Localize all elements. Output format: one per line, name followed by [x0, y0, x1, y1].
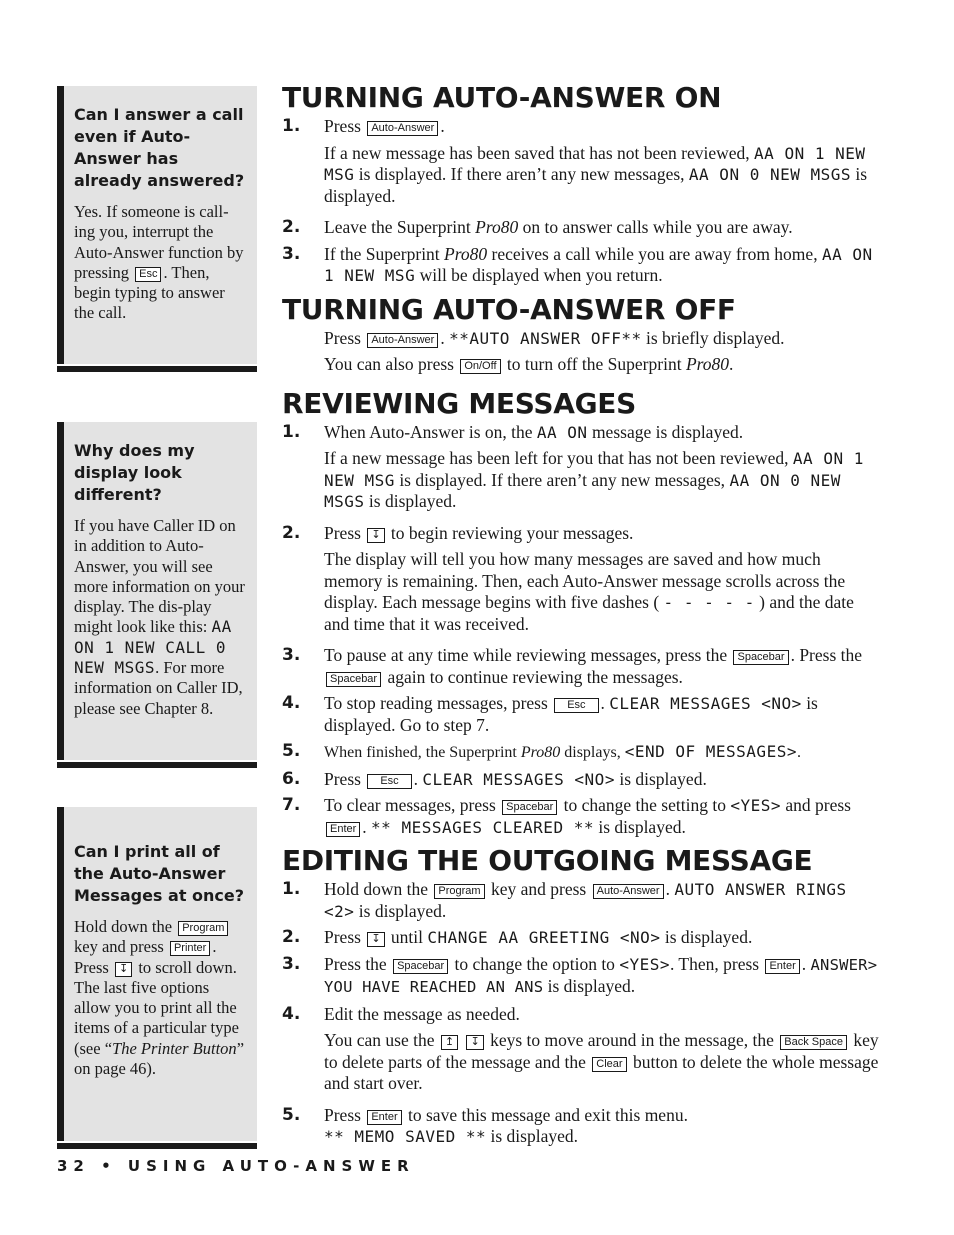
sidebar-text: key and press: [74, 937, 164, 957]
lcd-text: AA ON: [536, 422, 588, 442]
text: When Auto-Answer is on, the: [324, 421, 533, 442]
spacebar-key: Spacebar: [326, 672, 381, 687]
text: .: [665, 879, 670, 899]
text: to save this message and exit this menu.: [408, 1104, 688, 1125]
text: will be displayed when you return.: [419, 265, 663, 285]
sidebar-body: [74, 202, 245, 324]
step-number: 3.: [282, 243, 301, 264]
text: to turn off the Superprint: [506, 354, 682, 374]
step-number: 3.: [282, 953, 301, 974]
sidebar-box-answer-call: [57, 86, 257, 364]
step: [282, 328, 882, 381]
lcd-text: AA ON 1 NEW MSG: [324, 244, 873, 285]
text: To stop reading messages, press: [324, 693, 548, 713]
dashes-text: - - - - -: [663, 593, 755, 612]
section-heading-auto-answer-off: TURNING AUTO-ANSWER OFF: [282, 292, 736, 326]
text: receives a call while you are away from home,: [491, 243, 818, 264]
text: is displayed.: [547, 976, 636, 996]
text: message is displayed.: [591, 421, 744, 442]
auto-answer-key: Auto-Answer: [367, 121, 438, 136]
sidebar-text: . For more information on Caller ID, please see Chapter 8.: [74, 658, 243, 718]
lcd-text: CLEAR MESSAGES <NO>: [422, 769, 615, 789]
text: until: [390, 927, 424, 947]
text: .: [600, 693, 605, 713]
step: [282, 927, 882, 949]
text: You can use the: [324, 1030, 435, 1050]
step-number: 2.: [282, 217, 301, 237]
text: . Press the: [790, 645, 863, 665]
text: When finished, the Superprint: [324, 744, 517, 761]
text: key and press: [490, 879, 587, 899]
text: Press: [324, 768, 361, 789]
spacebar-key: Spacebar: [733, 650, 788, 665]
text: If a new message has been saved that has not been reviewed,: [324, 142, 750, 163]
step-text: Press Auto-Answer . **AUTO ANSWER OFF** is briefly displayed. You can also press On/Off to turn off the Superprint Pro80.: [324, 327, 785, 374]
page-footer: 32 • USING AUTO-ANSWER: [57, 1157, 415, 1175]
sidebar-box-display-different: [57, 422, 257, 760]
text: Hold down the: [324, 879, 429, 899]
step-number: 7.: [282, 795, 301, 815]
step: [282, 217, 882, 239]
text: is displayed.: [619, 768, 707, 789]
text: is briefly displayed.: [645, 327, 785, 348]
lcd-text: CHANGE AA GREETING <NO>: [427, 928, 661, 947]
enter-key: Enter: [367, 1110, 401, 1125]
clear-key: Clear: [592, 1057, 626, 1072]
step-number: 1.: [282, 879, 301, 899]
lcd-text: AUTO ANSWER RINGS <2>: [324, 880, 847, 921]
sidebar-box-print-messages: [57, 807, 257, 1141]
sidebar-text: Yes. If someone is call-ing you, interrupt the Auto-Answer function by pressing: [74, 202, 244, 282]
step: [282, 1105, 882, 1148]
step: [282, 422, 882, 518]
auto-answer-key: Auto-Answer: [367, 333, 438, 348]
text: again to continue reviewing the messages.: [387, 666, 683, 687]
text: To pause at any time while reviewing messages, press the: [324, 645, 728, 665]
sidebar-text: . Then, begin typing to answer the call.: [74, 262, 225, 323]
section-heading-auto-answer-on: TURNING AUTO-ANSWER ON: [282, 81, 722, 114]
arrow-down-key: ↧: [466, 1035, 483, 1050]
step-text: [324, 1004, 882, 1100]
step-number: 2.: [282, 522, 301, 543]
text: is displayed.: [358, 900, 447, 921]
step-text: [324, 954, 882, 999]
arrow-down-key: ↧: [367, 932, 384, 947]
arrow-down-key: ↧: [115, 962, 132, 977]
sidebar-title: Can I print all of the Auto-Answer Messages at once?: [74, 842, 245, 905]
text: If a new message has been left for you that has not been reviewed,: [324, 448, 789, 468]
text: keys to move around in the message, the: [490, 1030, 774, 1050]
sidebar-text: to scroll down. The last five options allow you to print all the items of a particular type (see “: [74, 957, 239, 1058]
spacebar-key: Spacebar: [393, 959, 448, 974]
step-text: [324, 523, 882, 641]
text: to change the setting to: [563, 795, 726, 815]
text: is displayed. If there aren’t any new messages,: [358, 164, 685, 184]
text: Leave the Superprint: [324, 217, 471, 237]
text: is displayed.: [324, 164, 868, 206]
sidebar-body: [74, 516, 245, 719]
lcd-text: AA ON 0 NEW MSGS: [324, 470, 841, 511]
text: . Then, press: [669, 953, 760, 974]
text: is displayed. If there aren’t any new messages,: [399, 469, 726, 490]
program-key: Program: [434, 884, 484, 899]
lcd-text: <END OF MESSAGES>: [624, 742, 797, 761]
step-text: [324, 693, 882, 736]
step: [282, 645, 882, 688]
text: ) and the date and time that it was received.: [324, 592, 854, 634]
step-number: 2.: [282, 927, 301, 947]
lcd-text: CLEAR MESSAGES <NO>: [609, 694, 802, 713]
section-heading-reviewing-messages: REVIEWING MESSAGES: [282, 386, 636, 420]
back-space-key: Back Space: [780, 1035, 847, 1050]
esc-key: Esc: [367, 774, 411, 789]
step-number: 5.: [282, 741, 301, 761]
text: is displayed.: [598, 816, 686, 837]
text: is displayed.: [490, 1126, 578, 1146]
text: is displayed. Go to step 7.: [324, 693, 818, 735]
lcd-text: AA ON 1 NEW CALL 0 NEW MSGS: [74, 617, 232, 678]
step-text: [324, 244, 882, 287]
lcd-text: AA ON 1 NEW MSG: [324, 143, 866, 184]
text: key to delete parts of the message and the: [324, 1030, 879, 1072]
step: [282, 769, 882, 791]
text: .: [362, 816, 367, 837]
step-number: 5.: [282, 1104, 301, 1125]
text: You can also press: [324, 354, 454, 374]
product-name: Pro80: [444, 243, 488, 264]
step-number: 1.: [282, 421, 301, 442]
reference-title: The Printer Button: [112, 1038, 237, 1058]
text: To clear messages, press: [324, 795, 496, 815]
lcd-text: AA ON 1 NEW MSG: [324, 449, 864, 490]
step-text: [324, 422, 882, 518]
main-content: [282, 80, 882, 1153]
text: Press: [324, 327, 361, 348]
step-text: [324, 927, 882, 949]
text: Press the: [324, 953, 387, 974]
text: .: [801, 953, 807, 974]
text: to begin reviewing your messages.: [390, 522, 634, 543]
product-name: Pro80: [475, 217, 519, 237]
lcd-text: **AUTO ANSWER OFF**: [449, 328, 642, 348]
step-number: 3.: [282, 645, 301, 665]
arrow-down-key: ↧: [367, 528, 384, 543]
program-key: Program: [178, 921, 228, 936]
step: [282, 954, 882, 999]
printer-key: Printer: [170, 941, 210, 956]
text: Press: [324, 522, 361, 543]
step-number: 4.: [282, 1003, 301, 1024]
lcd-text: AA ON 0 NEW MSGS: [688, 165, 852, 184]
product-name: Pro80: [520, 744, 561, 761]
step-number: 4.: [282, 693, 301, 713]
on-off-key: On/Off: [460, 359, 500, 374]
step-number: 1.: [282, 116, 301, 136]
text: to change the option to: [454, 953, 615, 974]
lcd-text: <YES>: [730, 796, 781, 815]
step-text: [324, 645, 882, 688]
text: on to answer calls while you are away.: [522, 217, 793, 237]
product-name: Pro80: [685, 354, 730, 374]
sidebar-title: Why does my display look different?: [74, 441, 195, 504]
enter-key: Enter: [326, 822, 360, 837]
auto-answer-key: Auto-Answer: [593, 884, 664, 899]
text: Press: [324, 1104, 361, 1125]
step-text: [324, 217, 882, 239]
step-text: [324, 741, 882, 764]
text: If the Superprint: [324, 243, 440, 264]
step: [282, 693, 882, 736]
enter-key: Enter: [765, 959, 799, 974]
sidebar-text: If you have Caller ID on in addition to Auto-Answer, you will see more information on your display. The dis-play might look like this:: [74, 516, 245, 637]
text: .: [440, 116, 445, 136]
step-text: [324, 769, 882, 791]
text: The display will tell you how many messages are saved and how much memory is remaining. Then, each Auto-Answer message scrolls across the display. Each message begins with five dashes (: [324, 549, 846, 612]
text: Press: [324, 116, 361, 136]
step: [282, 795, 882, 838]
lcd-text: ** MEMO SAVED **: [324, 1127, 487, 1146]
step-text: [324, 879, 882, 922]
text: and press: [785, 795, 851, 815]
lcd-text: ** MESSAGES CLEARED **: [371, 817, 594, 837]
arrow-up-key: ↥: [441, 1035, 458, 1050]
step: [282, 116, 882, 212]
sidebar-title: Can I answer a call even if Auto-Answer has already answered?: [74, 105, 245, 190]
text: is displayed.: [664, 927, 753, 947]
text: displays,: [564, 744, 621, 761]
step: [282, 879, 882, 922]
step: [282, 741, 882, 764]
text: .: [796, 744, 801, 761]
step-text: [324, 116, 882, 212]
esc-key: Esc: [135, 267, 161, 282]
text: .: [729, 354, 734, 374]
step-number: 6.: [282, 768, 301, 789]
step: [282, 1004, 882, 1100]
sidebar-body: [74, 917, 245, 1079]
sidebar-text: ” on page 46).: [74, 1038, 245, 1079]
text: is displayed.: [368, 491, 457, 511]
lcd-text: ANSWER> YOU HAVE REACHED AN ANS: [324, 955, 878, 996]
step: [282, 244, 882, 287]
lcd-text: <YES>: [619, 954, 670, 974]
spacebar-key: Spacebar: [502, 800, 557, 815]
text: button to delete the whole message and start over.: [324, 1051, 879, 1093]
esc-key: Esc: [554, 698, 598, 713]
text: Press: [324, 927, 361, 947]
text: .: [413, 768, 419, 789]
sidebar-text: Hold down the: [74, 917, 173, 936]
section-heading-editing-outgoing-message: EDITING THE OUTGOING MESSAGE: [282, 844, 813, 877]
step-number: [282, 328, 324, 381]
step: [282, 523, 882, 641]
sidebar-text: . Press: [74, 937, 217, 977]
step-text: [324, 795, 882, 838]
text: Edit the message as needed.: [324, 1003, 520, 1024]
step-text: [324, 1105, 882, 1148]
